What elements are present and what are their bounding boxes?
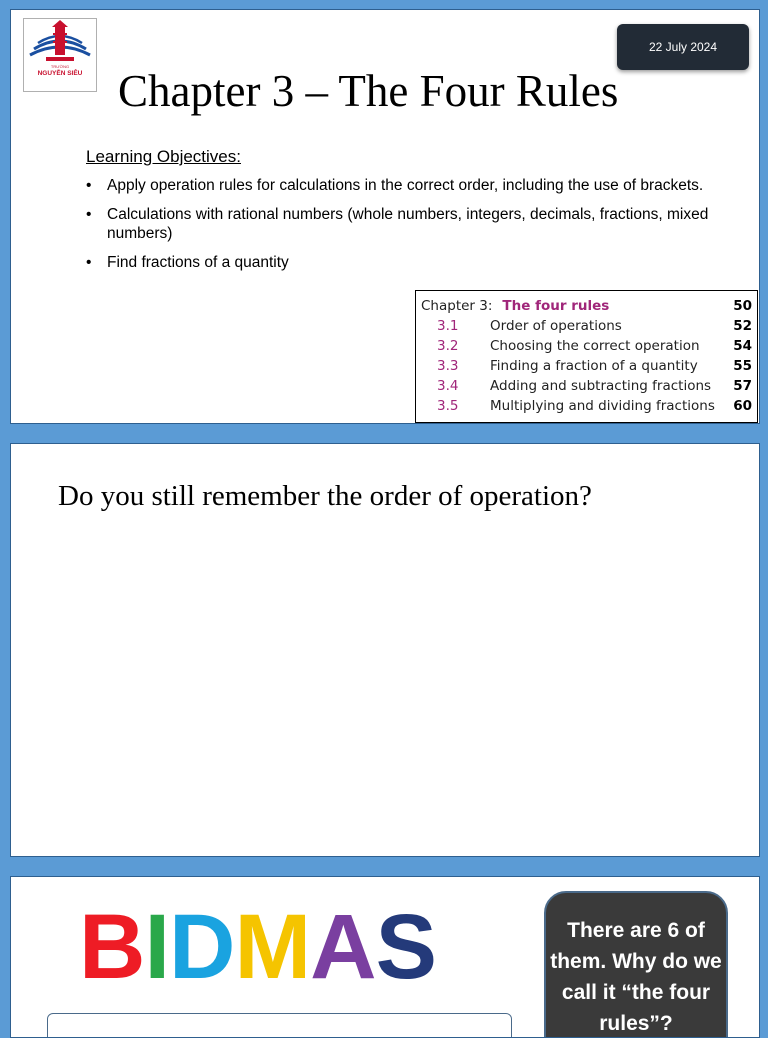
objectives-list: [86, 176, 716, 281]
objective-item: • Calculations with rational numbers (whole numbers, integers, decimals, fractions, mixed numbers): [86, 205, 716, 244]
bidmas-heading: [79, 897, 436, 997]
toc-row: [421, 376, 752, 396]
table-of-contents: [415, 290, 758, 423]
slide-title: Chapter 3 – The Four Rules: [118, 66, 619, 116]
bracket-row-box: [47, 1013, 512, 1038]
toc-row: [421, 316, 752, 336]
toc-text: Multiplying and dividing fractions: [490, 398, 715, 414]
toc-chapter-name: The four rules: [502, 298, 610, 314]
toc-num: 3.3: [437, 358, 459, 374]
bidmas-letter-i: I: [144, 896, 170, 998]
pagoda-icon: [24, 19, 96, 63]
toc-page: 57: [733, 378, 752, 394]
toc-num: 3.5: [437, 398, 459, 414]
objective-item: • Find fractions of a quantity: [86, 253, 716, 273]
bidmas-letter-a: A: [310, 896, 376, 998]
toc-chapter-label: Chapter 3:: [421, 298, 493, 314]
bidmas-letter-s: S: [375, 896, 436, 998]
toc-num: 3.1: [437, 318, 459, 334]
toc-chapter-row: [421, 296, 752, 316]
toc-page: 55: [733, 358, 752, 374]
toc-chapter-page: 50: [733, 298, 752, 314]
toc-row: [421, 336, 752, 356]
slide-question: Do you still remember the order of operation?: [58, 480, 592, 512]
callout-box: There are 6 of them. Why do we call it “the four rules”?: [544, 891, 728, 1038]
objectives-heading: Learning Objectives:: [86, 147, 241, 166]
objective-item: • Apply operation rules for calculations in the correct order, including the use of brackets.: [86, 176, 716, 196]
toc-text: Order of operations: [490, 318, 622, 334]
bidmas-letter-m: M: [234, 896, 311, 998]
toc-num: 3.2: [437, 338, 459, 354]
toc-page: 52: [733, 318, 752, 334]
bidmas-letter-b: B: [79, 896, 145, 998]
school-logo: [23, 18, 97, 92]
toc-page: 54: [733, 338, 752, 354]
slide-3: [10, 876, 760, 1038]
toc-text: Adding and subtracting fractions: [490, 378, 712, 394]
toc-text: Finding a fraction of a quantity: [490, 358, 698, 374]
slide-1: [10, 9, 760, 424]
bidmas-letter-d: D: [169, 896, 235, 998]
toc-text: Choosing the correct operation: [490, 338, 700, 354]
toc-num: 3.4: [437, 378, 459, 394]
toc-row: [421, 356, 752, 376]
toc-page: 60: [733, 398, 752, 414]
slide-2: [10, 443, 760, 857]
date-badge: 22 July 2024: [617, 24, 749, 70]
toc-row: [421, 396, 752, 416]
logo-small-text: TRƯỜNG: [50, 64, 70, 69]
logo-school-name: NGUYỄN SIÊU: [37, 70, 83, 77]
